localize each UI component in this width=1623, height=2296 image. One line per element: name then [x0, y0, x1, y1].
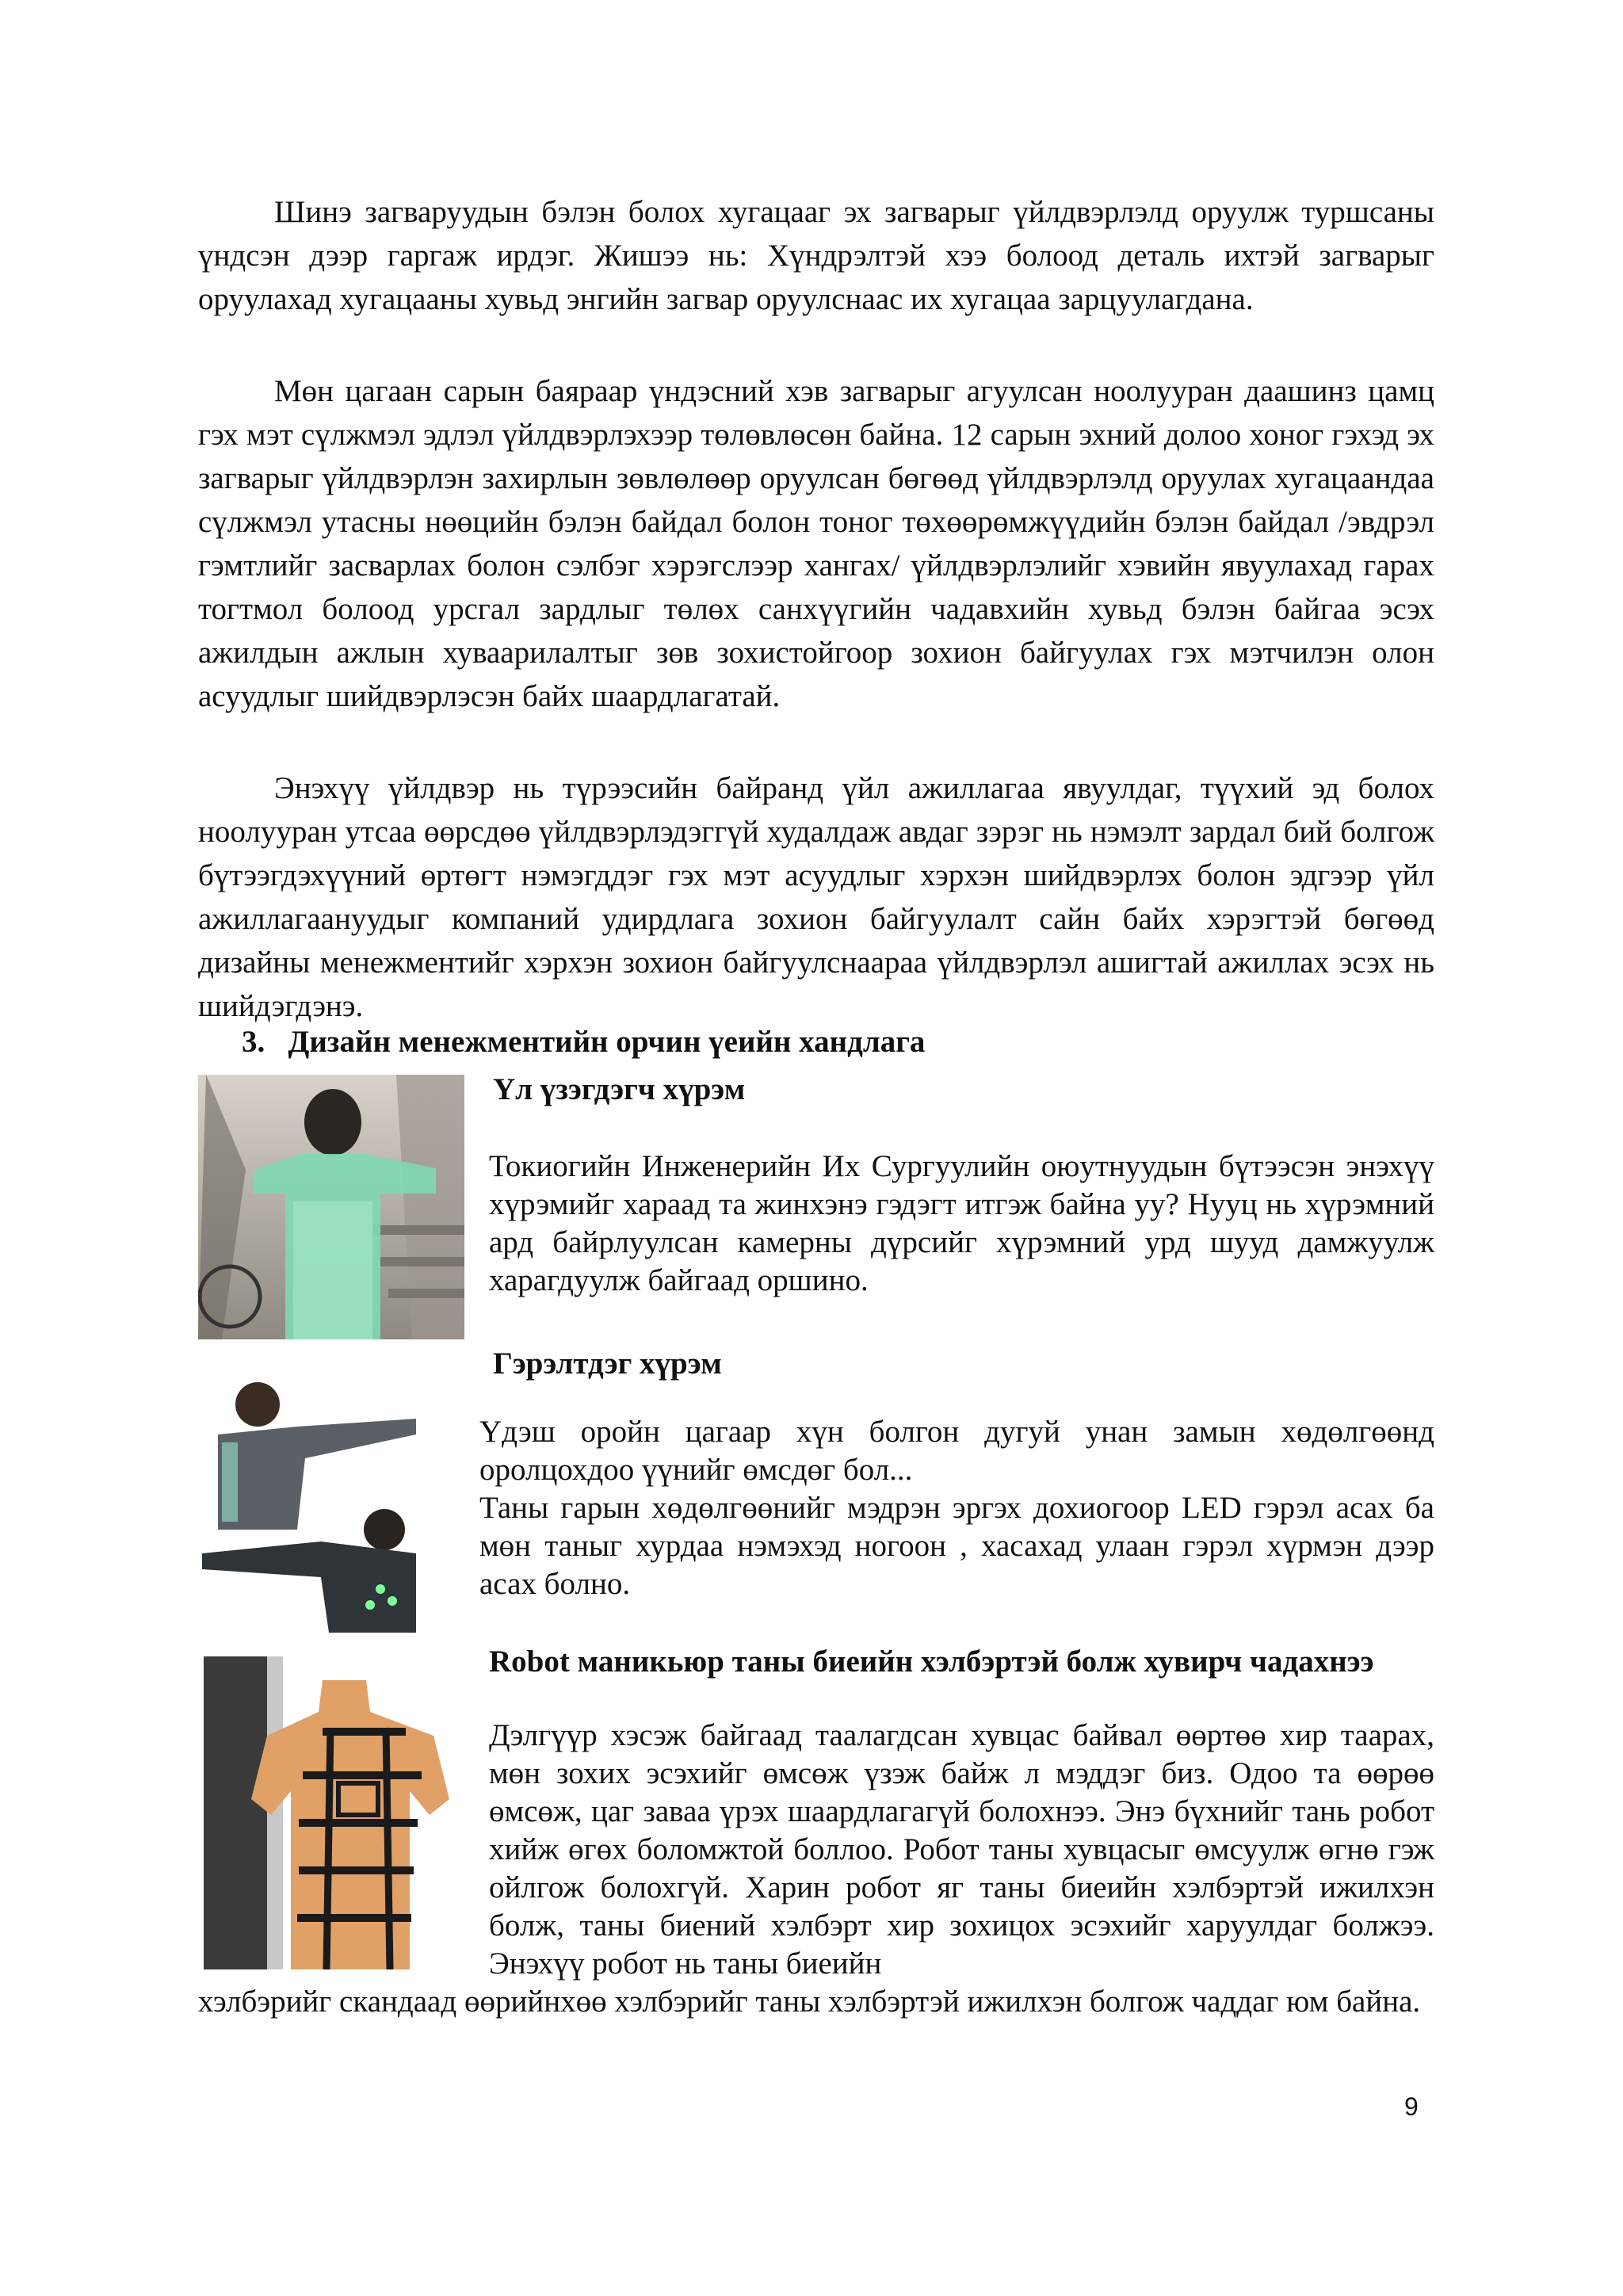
page-number: 9	[1404, 2092, 1419, 2121]
item-body-invisible-jacket: Токиогийн Инженерийн Их Сургуулийн оюутнуудын бүтээсэн энэхүү хүрэмийг хараад та жинхэнэ гэдэгт итгэж байна уу? Нууц нь хүрэмний ард байрлуулсан камерны дүрсийг хүрэмний урд шууд дамжуулж харагдуулж байгаад оршино.	[489, 1149, 1434, 1297]
item-body-glowing-jacket-2: Таны гарын хөдөлгөөнийг мэдрэн эргэх дохиогоор LED гэрэл асах ба мөн таныг хурдаа нэмэхэд ногоон , хасахад улаан гэрэл хүрмэн дээр асах болно.	[479, 1491, 1434, 1601]
item-title-glowing-jacket: Гэрэлтдэг хүрэм	[493, 1347, 722, 1381]
paragraph-1: Шинэ загваруудын бэлэн болох хугацааг эх загварыг үйлдвэрлэлд оруулж туршсаны үндсэн дээр гаргаж ирдэг. Жишээ нь: Хүндрэлтэй хээ болоод деталь ихтэй загварыг оруулахад хугацааны хувьд энгийн загвар оруулснаас их хугацаа зарцуулагдана.	[198, 195, 1434, 316]
paragraph-3: Энэхүү үйлдвэр нь түрээсийн байранд үйл ажиллагаа явуулдаг, түүхий эд болох ноолууран утсаа өөрсдөө үйлдвэрлэдэггүй худалдаж авдаг зэрэг нь нэмэлт зардал бий болгож бүтээгдэхүүний өртөгт нэмэгддэг гэх мэт асуудлыг хэрхэн шийдвэрлэх болон эдгээр үйл ажиллагаануудыг компаний удирдлага зохион байгуулалт сайн байх хэрэгтэй бөгөөд дизайны менежментийг хэрхэн зохион байгуулснаараа үйлдвэрлэл ашигтай ажиллах эсэх нь шийдэгдэнэ.	[198, 771, 1434, 1023]
paragraph-2: Мөн цагаан сарын баяраар үндэсний хэв загварыг агуулсан ноолууран даашинз цамц гэх мэт сүлжмэл эдлэл үйлдвэрлэхээр төлөвлөсөн байна. 12 сарын эхний долоо хоног гэхэд эх загварыг үйлдвэрлэн захирлын зөвлөлөөр оруулсан бөгөөд үйлдвэрлэлд оруулах хугацаандаа сүлжмэл утасны нөөцийн бэлэн байдал болон тоног төхөөрөмжүүдийн бэлэн байдал /эвдрэл гэмтлийг засварлах болон сэлбэг хэрэгслээр хангах/ үйлдвэрлэлийг хэвийн явуулахад гарах тогтмол болоод урсгал зардлыг төлөх санхүүгийн чадавхийн хувьд бэлэн байгаа эсэх ажилдын ажлын хуваарилалтыг зөв зохистойгоор зохион байгуулах гэх мэтчилэн олон асуудлыг шийдвэрлэсэн байх шаардлагатай.	[198, 374, 1434, 713]
invisible-jacket-photo	[198, 1075, 464, 1339]
section-heading: 3. Дизайн менежментийн орчин үеийн хандлага	[242, 1025, 926, 1059]
robot-mannequin-photo	[204, 1656, 481, 1969]
glowing-jacket-photo	[202, 1371, 416, 1633]
item-body-glowing-jacket-1: Үдэш оройн цагаар хүн болгон дугуй унан замын хөдөлгөөнд оролцохдоо үүнийг өмсдөг бол...	[479, 1415, 1434, 1487]
item-body-robot-mannequin-tail: хэлбэрийг скандаад өөрийнхөө хэлбэрийг таны хэлбэртэй ижилхэн болгож чаддаг юм байна.	[198, 1985, 1421, 2019]
item-title-robot-mannequin: Robot маникьюр таны биеийн хэлбэртэй болж хувирч чадахнээ	[489, 1645, 1374, 1679]
item-body-robot-mannequin: Дэлгүүр хэсэж байгаад таалагдсан хувцас байвал өөртөө хир таарах, мөн зохих эсэхийг өмсөж үзэж байж л мэддэг биз. Одоо та өөрөө өмсөж, цаг заваа үрэх шаардлагагүй болохнээ. Энэ бүхнийг тань робот хийж өгөх боломжтой боллоо. Робот таны хувцасыг өмсуулж өгнө гэж ойлгож болохгүй. Харин робот яг таны биеийн хэлбэртэй ижилхэн болж, таны биений хэлбэрт хир зохицох эсэхийг харуулдаг болжээ. Энэхүү робот нь таны биеийн	[489, 1718, 1434, 1981]
item-title-invisible-jacket: Үл үзэгдэгч хүрэм	[493, 1072, 746, 1106]
